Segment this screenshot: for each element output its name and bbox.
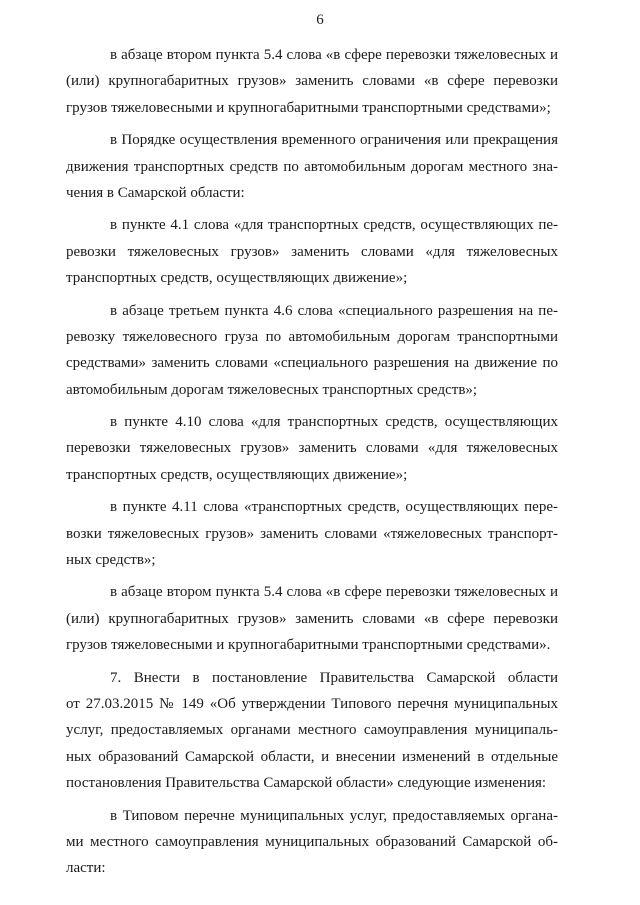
text-line: ных средств»; bbox=[66, 552, 156, 569]
text-line: средствами» заменить словами «специального разрешения на движение по bbox=[66, 355, 558, 372]
paragraph-5 bbox=[66, 409, 558, 488]
text-line: автомобильным дорогам тяжеловесных транспортных средств»; bbox=[66, 381, 478, 398]
text-line: движения транспортных средств по автомобильным дорогам местного зна- bbox=[66, 158, 558, 175]
text-line: 7. Внести в постановление Правительства Самарской области bbox=[110, 669, 558, 686]
text-line: ных образований Самарской области, и внесении изменений в отдельные bbox=[66, 748, 558, 765]
text-line: в пункте 4.1 слова «для транспортных средств, осуществляющих пе- bbox=[110, 217, 558, 234]
text-line: в абзаце втором пункта 5.4 слова «в сфере перевозки тяжеловесных и bbox=[110, 584, 558, 601]
paragraph-1 bbox=[66, 42, 558, 121]
text-line: возки тяжеловесных грузов» заменить словами «тяжеловесных транспорт- bbox=[66, 525, 558, 542]
text-line: постановления Правительства Самарской области» следующие изменения: bbox=[66, 775, 547, 792]
paragraph-3 bbox=[66, 212, 558, 291]
document-body bbox=[66, 42, 558, 882]
text-line: в абзаце третьем пункта 4.6 слова «специального разрешения на пе- bbox=[110, 302, 558, 319]
page-number: 6 bbox=[316, 12, 324, 28]
paragraph-6 bbox=[66, 494, 558, 573]
text-line: грузов тяжеловесными и крупногабаритными транспортными средствами»; bbox=[66, 99, 551, 116]
text-line: в пункте 4.11 слова «транспортных средств, осуществляющих пере- bbox=[110, 499, 558, 516]
text-line: в Типовом перечне муниципальных услуг, предоставляемых органа- bbox=[110, 807, 558, 824]
paragraph-9 bbox=[66, 803, 558, 882]
text-line: от 27.03.2015 № 149 «Об утверждении Типового перечня муниципальных bbox=[66, 695, 558, 712]
text-line: (или) крупногабаритных грузов» заменить словами «в сфере перевозки bbox=[66, 73, 558, 90]
paragraph-7 bbox=[66, 579, 558, 658]
text-line: в абзаце втором пункта 5.4 слова «в сфере перевозки тяжеловесных и bbox=[110, 47, 558, 63]
paragraph-4 bbox=[66, 298, 558, 404]
text-line: ревозки тяжеловесных грузов» заменить словами «для тяжеловесных bbox=[66, 243, 558, 260]
text-line: (или) крупногабаритных грузов» заменить словами «в сфере перевозки bbox=[66, 610, 558, 627]
text-line: услуг, предоставляемых органами местного самоуправления муниципаль- bbox=[66, 722, 558, 739]
text-line: ревозку тяжеловесного груза по автомобильным дорогам транспортными bbox=[66, 328, 558, 345]
text-line: ласти: bbox=[66, 860, 106, 877]
text-line: ми местного самоуправления муниципальных образований Самарской об- bbox=[66, 833, 558, 850]
paragraph-2 bbox=[66, 127, 558, 206]
text-line: чения в Самарской области: bbox=[66, 184, 245, 201]
paragraph-8 bbox=[66, 665, 558, 797]
text-line: транспортных средств, осуществляющих движение»; bbox=[66, 466, 408, 483]
text-line: транспортных средств, осуществляющих движение»; bbox=[66, 270, 408, 287]
text-line: грузов тяжеловесными и крупногабаритными транспортными средствами». bbox=[66, 637, 551, 654]
text-line: в Порядке осуществления временного ограничения или прекращения bbox=[110, 132, 558, 149]
text-line: в пункте 4.10 слова «для транспортных средств, осуществляющих bbox=[110, 414, 558, 431]
text-line: перевозки тяжеловесных грузов» заменить словами «для тяжеловесных bbox=[66, 440, 558, 457]
